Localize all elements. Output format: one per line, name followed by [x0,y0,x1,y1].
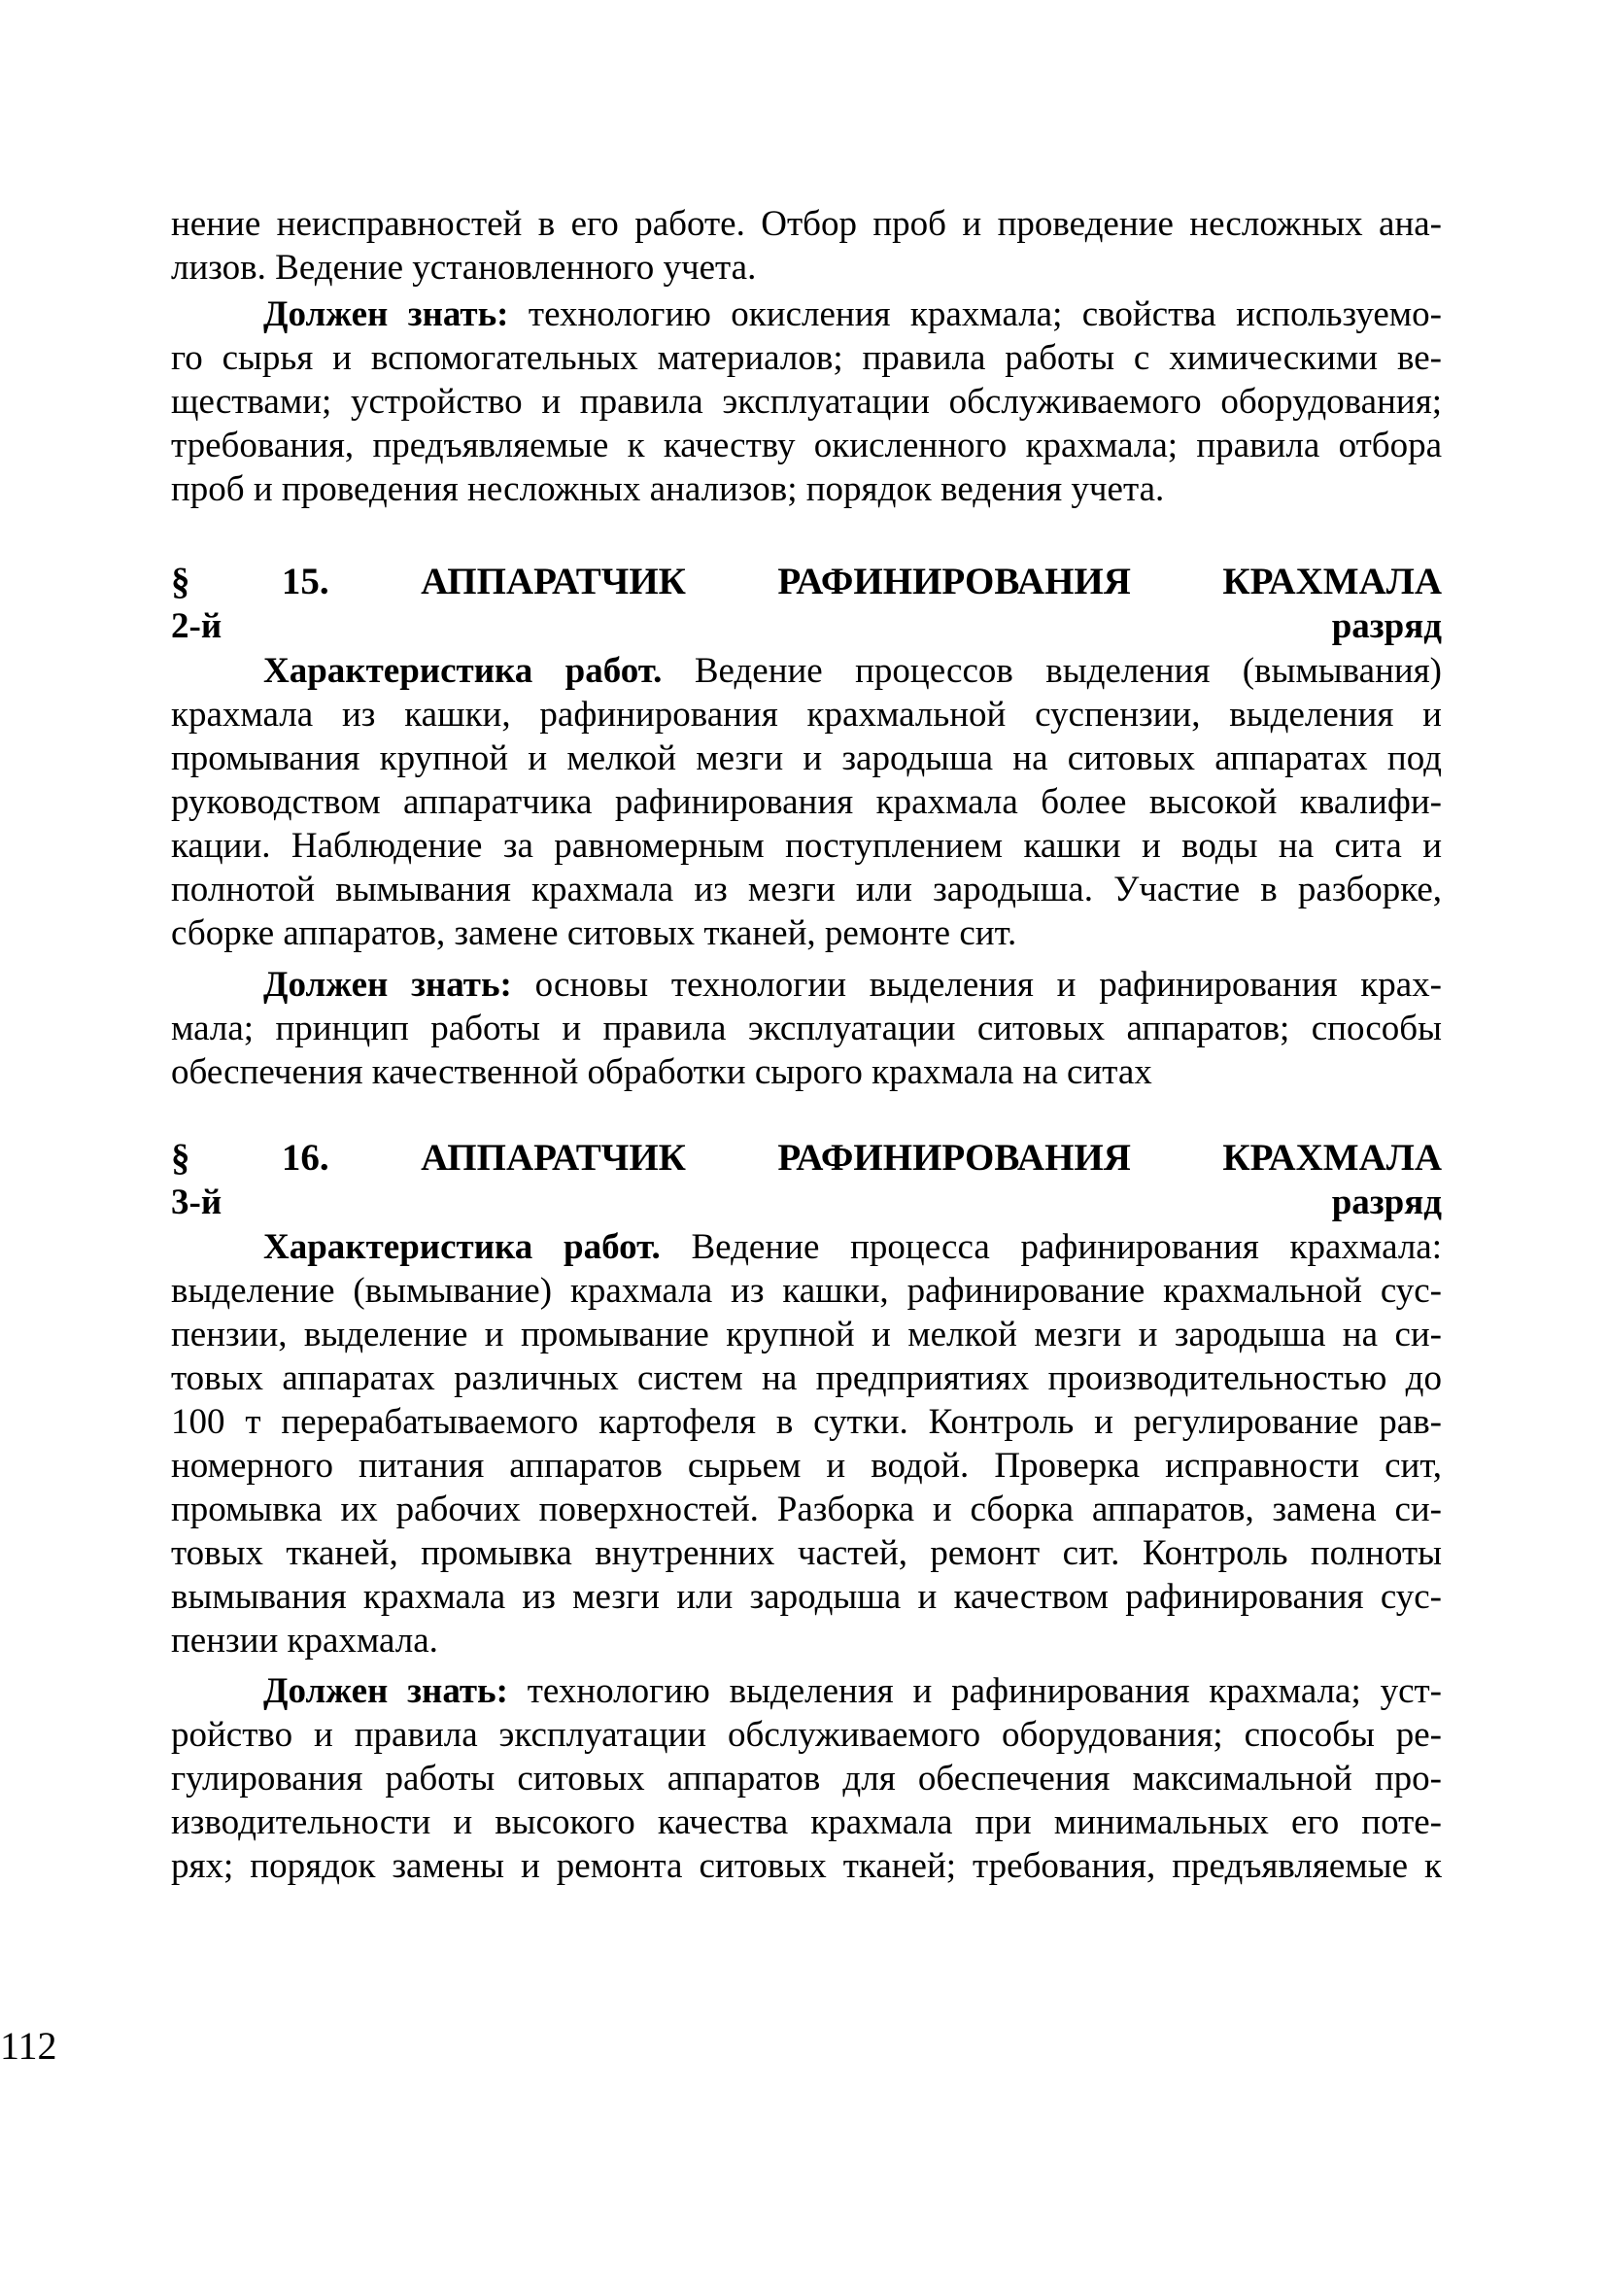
text-line: промывания крупной и мелкой мезги и зародыша на ситовых аппаратах под [171,738,1442,778]
text-line: вымывания крахмала из мезги или зародыша и качеством рафинирования сус- [171,1577,1442,1617]
section-16-grade: 3-й разряд [171,1182,1442,1222]
text-line: проб и проведения несложных анализов; порядок ведения учета. [171,469,1165,509]
text-line: 100 т перерабатываемого картофеля в сутки. Контроль и регулирование рав- [171,1402,1442,1442]
text-line: товых аппаратах различных систем на предприятиях производительностью до [171,1358,1442,1398]
section-15-heading: § 15. АППАРАТЧИК РАФИНИРОВАНИЯ КРАХМАЛА [171,561,1442,602]
text-line: го сырья и вспомогательных материалов; правила работы с химическими ве- [171,338,1442,378]
text-line: изводительности и высокого качества крахмала при минимальных его поте- [171,1802,1442,1842]
section-15-know [171,963,1442,1094]
text-line: Характеристика работ. Ведение процесса рафинирования крахмала: [263,1227,1442,1267]
characteristics-label: Характеристика работ. [263,651,663,691]
text-line: нение неисправностей в его работе. Отбор проб и проведение несложных ана- [171,204,1442,244]
section-15-grade: 2-й разряд [171,606,1442,646]
section-16-characteristics [171,1225,1442,1662]
text-line: Должен знать: основы технологии выделения и рафинирования крах- [263,965,1443,1005]
text-line: Должен знать: технологию окисления крахмала; свойства используемо- [263,294,1442,334]
text-line: гулирования работы ситовых аппаратов для обеспечения максимальной про- [171,1759,1442,1799]
section-15-characteristics [171,649,1442,955]
text-line: мала; принцип работы и правила эксплуатации ситовых аппаратов; способы [171,1009,1442,1048]
text-line: рях; порядок замены и ремонта ситовых тканей; требования, предъявляемые к [171,1846,1442,1886]
text-line: лизов. Ведение установленного учета. [171,248,757,288]
text-line: Должен знать: технологию выделения и рафинирования крахмала; уст- [263,1671,1442,1711]
know-label: Должен знать: [263,965,512,1005]
know-label: Должен знать: [263,294,509,334]
characteristics-label: Характеристика работ. [263,1227,661,1267]
text-line: пензии, выделение и промывание крупной и мелкой мезги и зародыша на си- [171,1315,1442,1354]
text-line: номерного питания аппаратов сырьем и водой. Проверка исправности сит, [171,1446,1442,1486]
text-line: сборке аппаратов, замене ситовых тканей, ремонте сит. [171,913,1017,953]
intro-know-block [171,292,1442,511]
section-16-heading: § 16. АППАРАТЧИК РАФИНИРОВАНИЯ КРАХМАЛА [171,1137,1442,1179]
know-label: Должен знать: [263,1671,508,1711]
text-line: обеспечения качественной обработки сырого крахмала на ситах [171,1052,1152,1092]
text-line: полнотой вымывания крахмала из мезги или зародыша. Участие в разборке, [171,870,1442,909]
section-16-know [171,1669,1442,1888]
text-line: требования, предъявляемые к качеству окисленного крахмала; правила отбора [171,426,1442,465]
text-line: ществами; устройство и правила эксплуатации обслуживаемого оборудования; [171,382,1442,422]
text-line: товых тканей, промывка внутренних частей, ремонт сит. Контроль полноты [171,1533,1442,1573]
text-line: пензии крахмала. [171,1621,438,1661]
text-line: Характеристика работ. Ведение процессов выделения (вымывания) [263,651,1443,691]
text-line: руководством аппаратчика рафинирования крахмала более высокой квалифи- [171,782,1442,822]
text-line: промывка их рабочих поверхностей. Разборка и сборка аппаратов, замена си- [171,1490,1442,1529]
page-number: 112 [0,2024,57,2068]
text-line: ройство и правила эксплуатации обслуживаемого оборудования; способы ре- [171,1715,1442,1755]
text-line: выделение (вымывание) крахмала из кашки, рафинирование крахмальной сус- [171,1271,1442,1311]
text-line: кации. Наблюдение за равномерным поступлением кашки и воды на сита и [171,826,1442,866]
text-line: крахмала из кашки, рафинирования крахмальной суспензии, выделения и [171,695,1442,735]
intro-block [171,202,1442,290]
